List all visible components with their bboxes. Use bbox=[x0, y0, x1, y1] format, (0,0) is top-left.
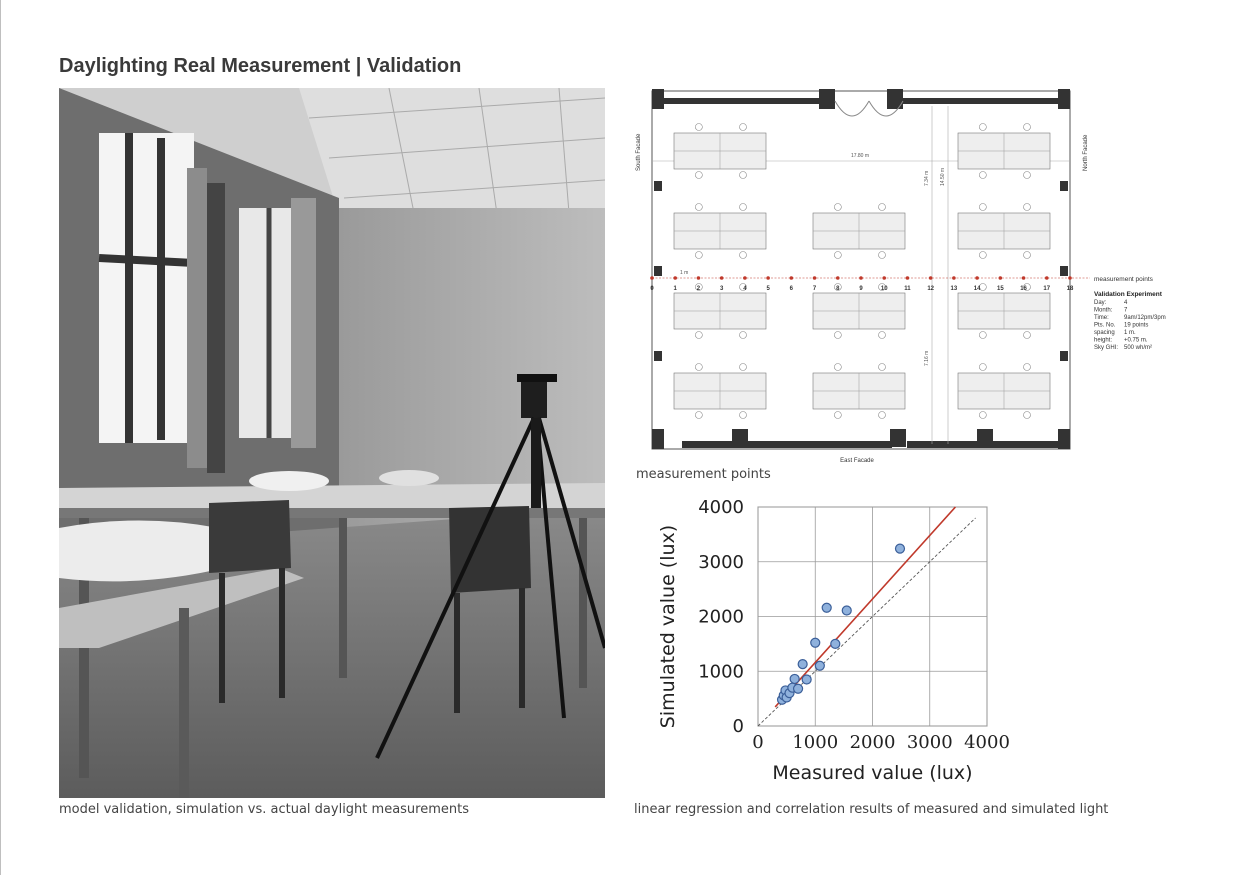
measurement-point bbox=[975, 276, 979, 280]
y-tick-label: 1000 bbox=[698, 661, 744, 683]
measurement-point bbox=[766, 276, 770, 280]
chair bbox=[740, 252, 747, 259]
chair bbox=[979, 204, 986, 211]
chair bbox=[979, 332, 986, 339]
measurement-point bbox=[813, 276, 817, 280]
measurement-point bbox=[929, 276, 933, 280]
data-point bbox=[831, 639, 840, 648]
measurement-point-number: 10 bbox=[880, 286, 888, 292]
x-tick-label: 0 bbox=[752, 732, 764, 753]
measurement-point-number: 18 bbox=[1066, 286, 1074, 292]
measurement-point bbox=[1068, 276, 1072, 280]
floor-plan bbox=[632, 86, 1192, 466]
chair bbox=[979, 124, 986, 131]
measurement-point-number: 6 bbox=[789, 286, 794, 292]
chair bbox=[834, 204, 841, 211]
measurement-point bbox=[743, 276, 747, 280]
measurement-point-number: 12 bbox=[927, 286, 935, 292]
data-point bbox=[802, 675, 811, 684]
measurement-point bbox=[1022, 276, 1026, 280]
plot-caption: linear regression and correlation results of measured and simulated light bbox=[634, 802, 1109, 817]
north-facade-label: North Facade bbox=[1083, 134, 1089, 171]
chair bbox=[740, 172, 747, 179]
regression-chart bbox=[650, 490, 1010, 800]
x-tick-label: 1000 bbox=[792, 732, 839, 753]
data-point bbox=[794, 684, 803, 693]
chair bbox=[740, 364, 747, 371]
measurement-point-number: 8 bbox=[836, 286, 840, 292]
measurement-point bbox=[906, 276, 910, 280]
x-tick-label: 3000 bbox=[906, 732, 953, 753]
width-dimension: 17.80 m bbox=[850, 153, 870, 159]
chair bbox=[834, 332, 841, 339]
chair bbox=[695, 364, 702, 371]
experiment-field-value: +0.75 m. bbox=[1124, 337, 1148, 344]
measurement-point bbox=[1045, 276, 1049, 280]
chair bbox=[979, 172, 986, 179]
measurement-point-number: 4 bbox=[743, 286, 747, 292]
measurement-point-number: 2 bbox=[696, 286, 701, 292]
measurement-point bbox=[859, 276, 863, 280]
experiment-field-value: 19 points bbox=[1124, 322, 1149, 329]
chair bbox=[740, 204, 747, 211]
regression-chart-svg bbox=[650, 490, 1010, 800]
chair bbox=[695, 124, 702, 131]
data-point bbox=[895, 544, 904, 553]
measurement-point bbox=[882, 276, 886, 280]
chair bbox=[1024, 124, 1031, 131]
page-title: Daylighting Real Measurement | Validation bbox=[59, 55, 462, 77]
chair bbox=[1024, 252, 1031, 259]
x-axis-label: Measured value (lux) bbox=[772, 762, 973, 784]
chair bbox=[834, 412, 841, 419]
chair bbox=[695, 252, 702, 259]
chair bbox=[979, 412, 986, 419]
chair bbox=[879, 252, 886, 259]
measurement-point-number: 0 bbox=[650, 286, 654, 292]
chair bbox=[695, 172, 702, 179]
photo-caption: model validation, simulation vs. actual daylight measurements bbox=[59, 802, 469, 817]
upper-dimension-2: 14.50 m bbox=[940, 167, 946, 186]
chair bbox=[740, 332, 747, 339]
plan-caption: measurement points bbox=[636, 467, 771, 482]
y-tick-label: 3000 bbox=[698, 551, 744, 573]
data-point bbox=[790, 674, 799, 683]
y-axis-label: Simulated value (lux) bbox=[657, 524, 679, 729]
measurement-point-number: 1 bbox=[673, 286, 677, 292]
measurement-point-number: 3 bbox=[719, 286, 724, 292]
measurement-point-number: 13 bbox=[950, 286, 958, 292]
experiment-field-label: height: bbox=[1094, 337, 1113, 344]
experiment-field-label: Time: bbox=[1094, 315, 1109, 321]
spacing-dimension: 1 m bbox=[680, 270, 689, 276]
chair bbox=[1024, 332, 1031, 339]
experiment-field-value: 9am/12pm/3pm bbox=[1124, 315, 1166, 321]
measurement-points-label: measurement points bbox=[1094, 276, 1153, 283]
chair bbox=[740, 412, 747, 419]
classroom-photo bbox=[59, 88, 605, 798]
experiment-field-label: Sky GHI: bbox=[1094, 345, 1119, 351]
x-tick-label: 4000 bbox=[964, 732, 1010, 753]
lower-dimension: 7.16 m bbox=[924, 350, 930, 366]
y-tick-label: 0 bbox=[732, 716, 744, 737]
classroom-photo-image bbox=[59, 88, 605, 798]
y-tick-label: 2000 bbox=[698, 606, 744, 628]
experiment-field-label: Pts. No. bbox=[1094, 322, 1116, 329]
measurement-point-number: 14 bbox=[973, 286, 981, 292]
experiment-field-value: 1 m. bbox=[1124, 330, 1136, 336]
data-point bbox=[798, 660, 807, 669]
chair bbox=[740, 124, 747, 131]
chair bbox=[879, 364, 886, 371]
chair bbox=[1024, 412, 1031, 419]
measurement-point-number: 15 bbox=[996, 286, 1004, 292]
chair bbox=[695, 332, 702, 339]
floor-plan-drawing bbox=[632, 86, 1192, 466]
measurement-point-number: 17 bbox=[1043, 286, 1051, 292]
chair bbox=[834, 252, 841, 259]
measurement-point-number: 16 bbox=[1020, 286, 1027, 292]
measurement-point bbox=[999, 276, 1003, 280]
chair bbox=[1024, 204, 1031, 211]
chair bbox=[1024, 364, 1031, 371]
experiment-field-value: 4 bbox=[1124, 300, 1128, 306]
measurement-point bbox=[952, 276, 956, 280]
experiment-field-label: spacing bbox=[1094, 330, 1115, 336]
measurement-point-number: 9 bbox=[859, 286, 863, 292]
measurement-point bbox=[673, 276, 677, 280]
east-facade-label: East Facade bbox=[840, 458, 874, 464]
experiment-field-value: 7 bbox=[1124, 307, 1128, 314]
x-tick-label: 2000 bbox=[849, 732, 896, 753]
page-left-border bbox=[0, 0, 1, 875]
chair bbox=[1024, 172, 1031, 179]
data-point bbox=[811, 638, 820, 647]
measurement-point-number: 7 bbox=[812, 286, 817, 292]
measurement-point-number: 11 bbox=[904, 286, 911, 292]
chair bbox=[695, 204, 702, 211]
upper-dimension-1: 7.34 m bbox=[924, 170, 930, 186]
chair bbox=[834, 364, 841, 371]
south-facade-label: South Facade bbox=[636, 133, 642, 171]
experiment-field-label: Month: bbox=[1094, 307, 1113, 314]
y-tick-label: 4000 bbox=[698, 497, 744, 518]
data-point bbox=[815, 661, 824, 670]
data-point bbox=[842, 606, 851, 615]
measurement-point bbox=[790, 276, 794, 280]
chair bbox=[879, 412, 886, 419]
chair bbox=[979, 252, 986, 259]
chair bbox=[979, 364, 986, 371]
measurement-point bbox=[697, 276, 701, 280]
chair bbox=[879, 332, 886, 339]
measurement-point bbox=[650, 276, 654, 280]
experiment-field-value: 500 wh/m² bbox=[1124, 345, 1153, 351]
chair bbox=[879, 204, 886, 211]
data-point bbox=[822, 603, 831, 612]
measurement-point bbox=[720, 276, 724, 280]
measurement-point-number: 5 bbox=[766, 286, 770, 292]
experiment-field-label: Day: bbox=[1094, 300, 1107, 306]
experiment-heading: Validation Experiment bbox=[1094, 291, 1162, 298]
measurement-point bbox=[836, 276, 840, 280]
chair bbox=[695, 412, 702, 419]
